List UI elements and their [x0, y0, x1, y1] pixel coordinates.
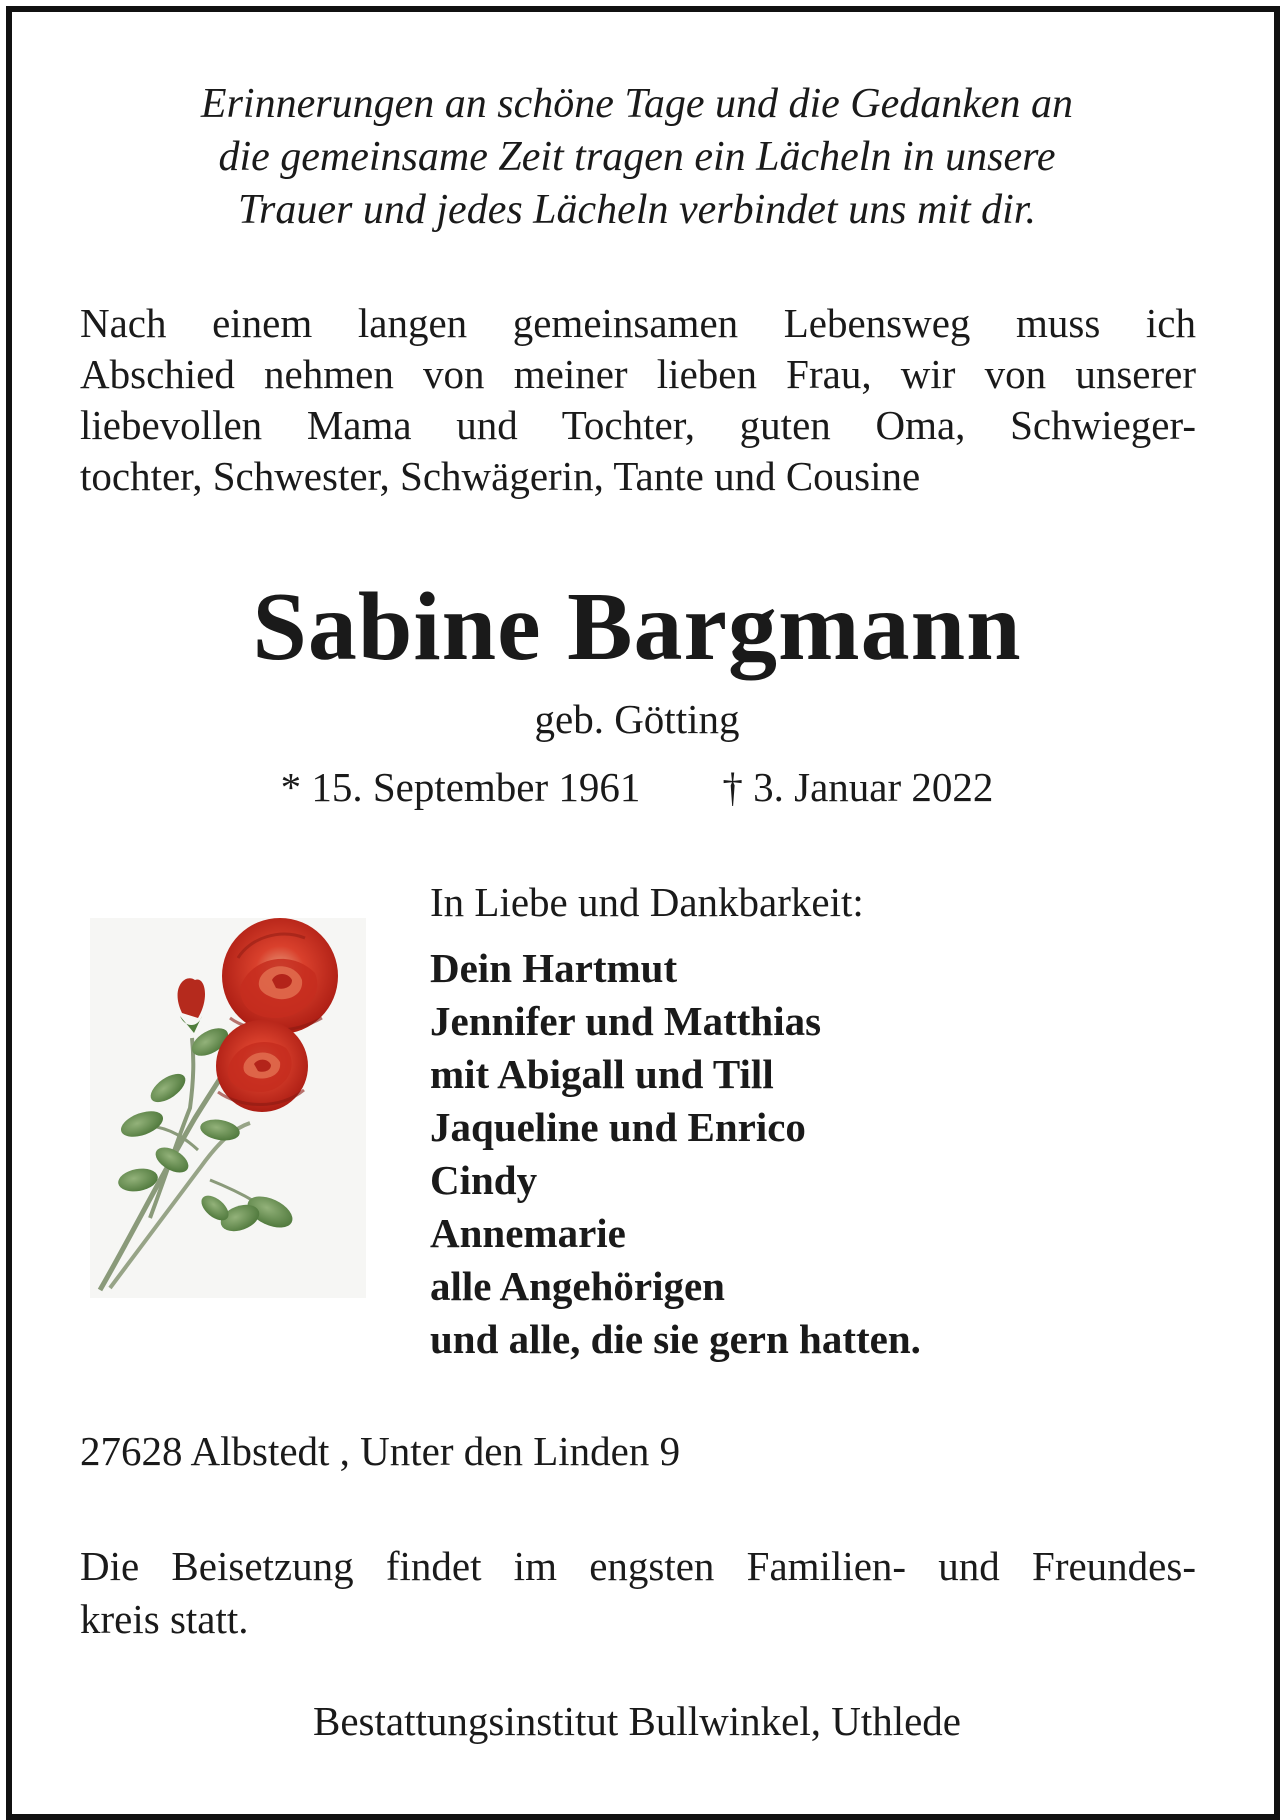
- undertaker-name: Bestattungsinstitut Bullwinkel, Uthlede: [313, 1698, 961, 1744]
- red-roses-icon: [90, 918, 366, 1298]
- list-item: Jennifer und Matthias: [430, 998, 822, 1044]
- burial-line: Die Beisetzung findet im engsten Familien- und Freundes-: [80, 1543, 1196, 1589]
- intro-line: Abschied nehmen von meiner lieben Frau, wir von unserer: [80, 351, 1196, 397]
- intro-line: tochter, Schwester, Schwägerin, Tante und Cousine: [80, 453, 921, 499]
- birth-date: * 15. September 1961: [280, 764, 641, 810]
- burial-notice: [80, 1540, 1196, 1646]
- family-address: 27628 Albstedt , Unter den Linden 9: [80, 1428, 681, 1474]
- burial-line: kreis statt.: [80, 1596, 249, 1642]
- intro-paragraph: [80, 298, 1196, 502]
- quote-line: die gemeinsame Zeit tragen ein Lächeln in unsere: [218, 134, 1056, 180]
- list-item: Dein Hartmut: [430, 945, 678, 991]
- list-item: und alle, die sie gern hatten.: [430, 1316, 921, 1362]
- death-date: † 3. Januar 2022: [722, 764, 994, 810]
- quote-line: Erinnerungen an schöne Tage und die Gedanken an: [200, 81, 1074, 127]
- list-item: Annemarie: [430, 1210, 626, 1256]
- life-dates: [0, 762, 1274, 812]
- deceased-name: Sabine Bargmann: [252, 573, 1022, 681]
- mourners-intro: In Liebe und Dankbarkeit:: [430, 879, 864, 925]
- intro-line: Nach einem langen gemeinsamen Lebensweg muss ich: [80, 300, 1196, 346]
- list-item: mit Abigall und Till: [430, 1051, 774, 1097]
- list-item: alle Angehörigen: [430, 1263, 725, 1309]
- mourners-list: [430, 942, 921, 1366]
- maiden-name: geb. Götting: [534, 696, 740, 742]
- intro-line: liebevollen Mama und Tochter, guten Oma, Schwieger-: [80, 402, 1196, 448]
- list-item: Jaqueline und Enrico: [430, 1104, 806, 1150]
- memorial-quote: [0, 78, 1274, 237]
- list-item: Cindy: [430, 1157, 538, 1203]
- quote-line: Trauer und jedes Lächeln verbindet uns mit dir.: [238, 187, 1036, 233]
